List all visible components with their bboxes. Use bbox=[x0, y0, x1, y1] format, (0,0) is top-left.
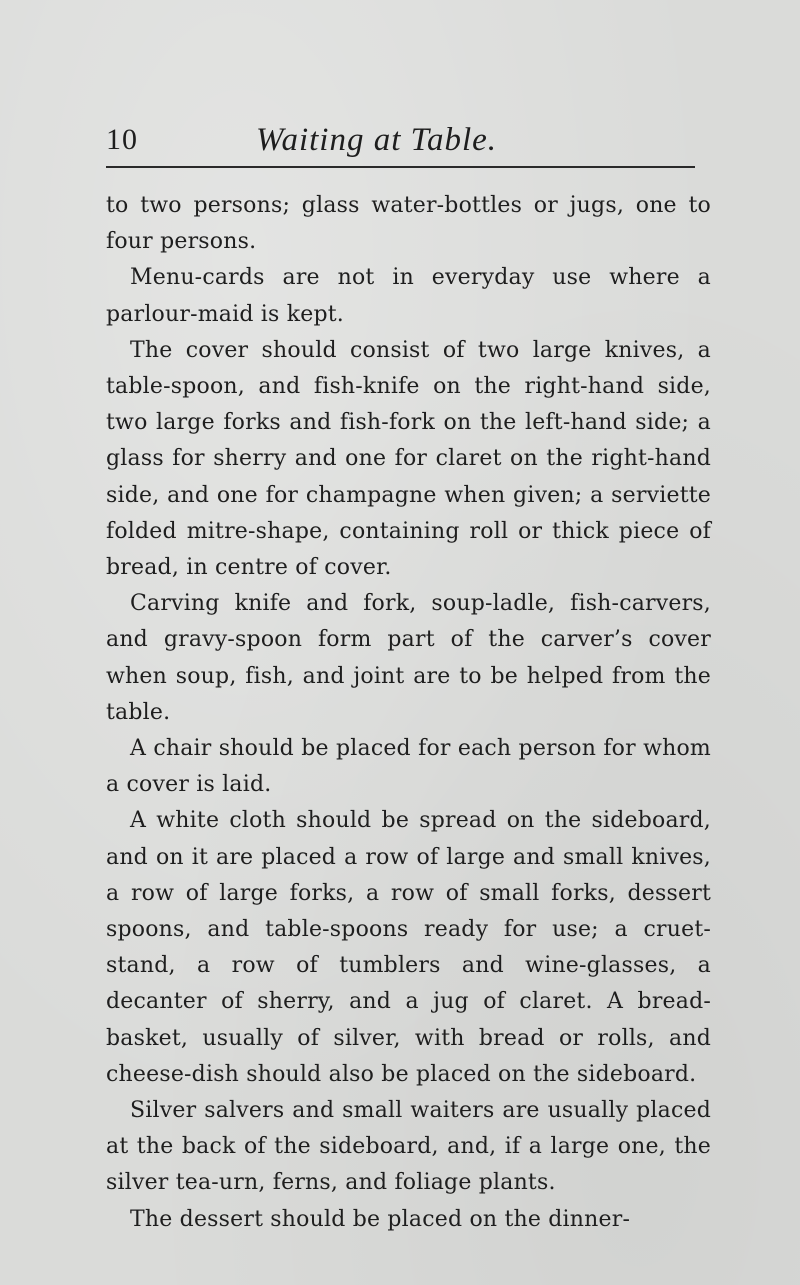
page-number: 10 bbox=[106, 123, 138, 156]
paragraph-chair: A chair should be placed for each person for whom a cover is laid. bbox=[106, 736, 711, 798]
paragraph-salvers: Silver salvers and small waiters are usually placed at the back of the sideboard, and, if a large one, the silver tea-urn, ferns, and foliage plants. bbox=[106, 1098, 711, 1196]
paragraph-cover: The cover should consist of two large knives, a table-spoon, and fish-knife on the right-hand side, two large forks and fish-fork on the left-hand side; a glass for sherry and one for claret on the right-hand side, and one for champagne when given; a serviette folded mitre-shape, containing roll or thick piece of bread, in centre of cover. bbox=[106, 337, 711, 581]
paragraph-menu-cards: Menu-cards are not in everyday use where a parlour-maid is kept. bbox=[106, 265, 711, 327]
paragraph-sideboard: A white cloth should be spread on the sideboard, and on it are placed a row of large and small knives, a row of large forks, a row of small forks, dessert spoons, and table-spoons ready for use; a cruet-stand, a row of tumblers and wine-glasses, a decanter of sherry, and a jug of claret. A bread-basket, usually of silver, with bread or rolls, and cheese-dish should also be placed on the sideboard. bbox=[106, 808, 711, 1087]
paragraph-dessert: The dessert should be placed on the dinner- bbox=[130, 1206, 631, 1232]
page-header bbox=[0, 120, 800, 160]
paragraph-continuation: to two persons; glass water-bottles or jugs, one to four persons. bbox=[106, 193, 711, 255]
running-title: Waiting at Table. bbox=[256, 122, 498, 158]
paragraph-carving: Carving knife and fork, soup-ladle, fish-carvers, and gravy-spoon form part of the carver’s cover when soup, fish, and joint are to be helped from the table. bbox=[106, 591, 711, 725]
header-rule bbox=[106, 166, 695, 168]
body-text bbox=[106, 188, 711, 1248]
